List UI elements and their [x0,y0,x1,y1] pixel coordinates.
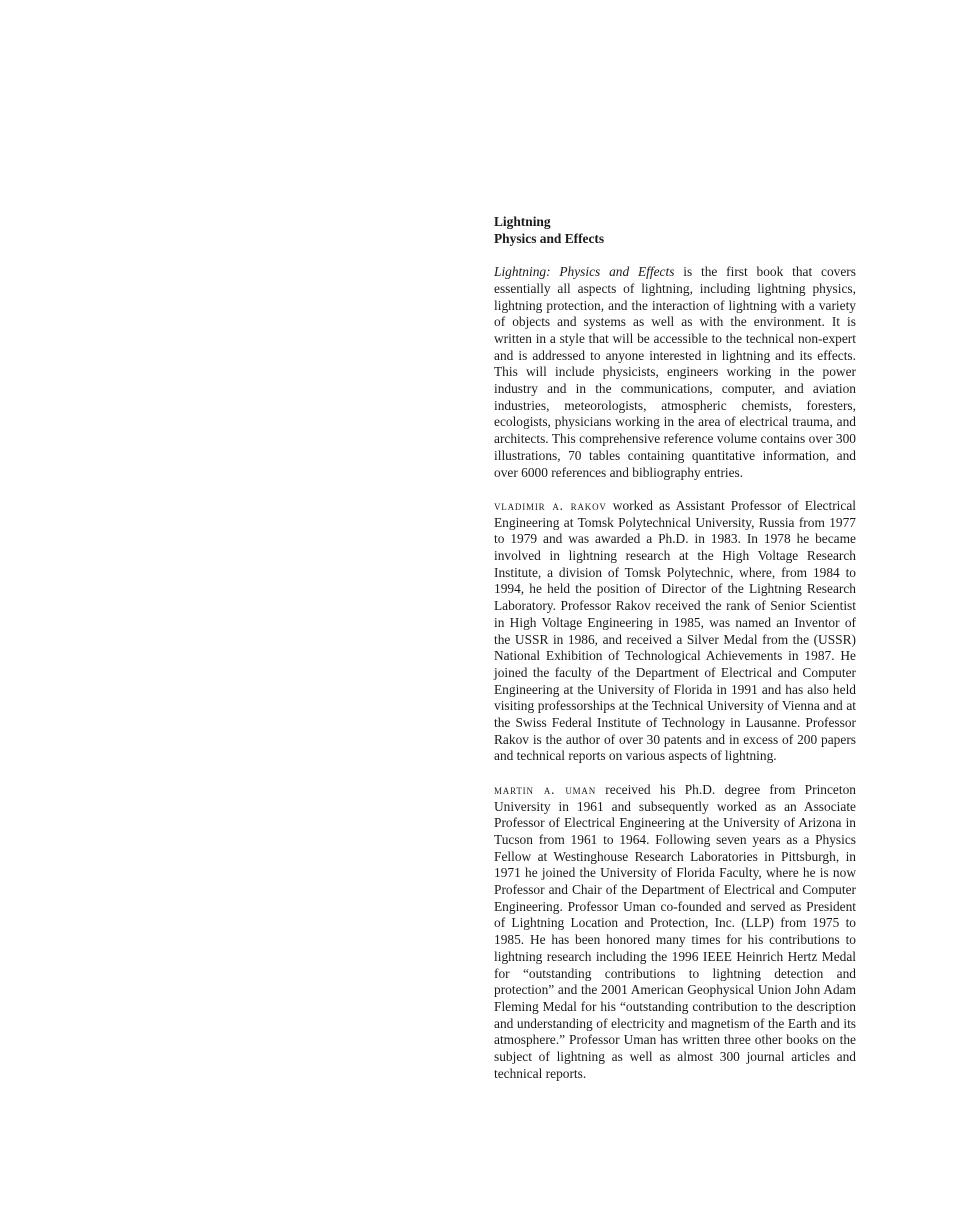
author-bio-uman-text: received his Ph.D. degree from Princeton University in 1961 and subsequently worked as an Associate Professor of Electrical Engineering at the University of Arizona in Tucson from 1961 to 1964. Following seven years as a Physics Fellow at Westinghouse Research Laboratories in Pittsburgh, in 1971 he joined the University of Florida Faculty, where he is now Professor and Chair of the Department of Electrical and Computer Engineering. Professor Uman co-founded and served as President of Lightning Location and Protection, Inc. (LLP) from 1975 to 1985. He has been honored many times for his contributions to lightning research including the 1996 IEEE Heinrich Hertz Medal for “outstanding contributions to lightning detection and protection” and the 2001 American Geophysical Union John Adam Fleming Medal for his “outstanding contribution to the description and understanding of electricity and magnetism of the Earth and its atmosphere.” Professor Uman has written three other books on the subject of lightning as well as almost 300 journal articles and technical reports. [494,781,856,1081]
book-subtitle: Physics and Effects [494,230,605,246]
book-title: Lightning [494,214,551,229]
book-title-italic: Lightning: Physics and Effects [494,264,675,280]
author-name-rakov: vladimir a. rakov [494,497,607,513]
author-bio-rakov-text: worked as Assistant Professor of Electrical Engineering at Tomsk Polytechnical University, Russia from 1977 to 1979 and was awarded a Ph.D. in 1983. In 1978 he became involved in lightning research at the High Voltage Research Institute, a division of Tomsk Polytechnic, where, from 1984 to 1994, he held the position of Director of the Lightning Research Laboratory. Professor Rakov received the rank of Senior Scientist in High Voltage Engineering in 1985, was named an Inventor of the USSR in 1986, and received a Silver Medal from the (USSR) National Exhibition of Technological Achievements in 1987. He joined the faculty of the Department of Electrical and Computer Engineering at the University of Florida in 1991 and has also held visiting professorships at the Technical University of Vienna and at the Swiss Federal Institute of Technology in Lausanne. Professor Rakov is the author of over 30 patents and in excess of 200 papers and technical reports on various aspects of lightning. [494,497,856,764]
author-bio-uman [494,782,856,1083]
author-bio-rakov [494,498,856,765]
book-heading [494,214,856,247]
back-cover-text-column [494,214,856,1083]
author-name-uman: martin a. uman [494,781,597,797]
description-text: is the first book that covers essentially all aspects of lightning, including lightning physics, lightning protection, and the interaction of lightning with a variety of objects and systems as well as with the environment. It is written in a style that will be accessible to the technical non-expert and is addressed to anyone interested in lightning and its effects. This will include physicists, engineers working in the power industry and in the communications, computer, and aviation industries, meteorologists, atmospheric chemists, foresters, ecologists, physicians working in the area of electrical trauma, and architects. This comprehensive reference volume contains over 300 illustrations, 70 tables containing quantitative information, and over 6000 references and bibliography entries. [494,264,856,480]
book-description [494,264,856,481]
